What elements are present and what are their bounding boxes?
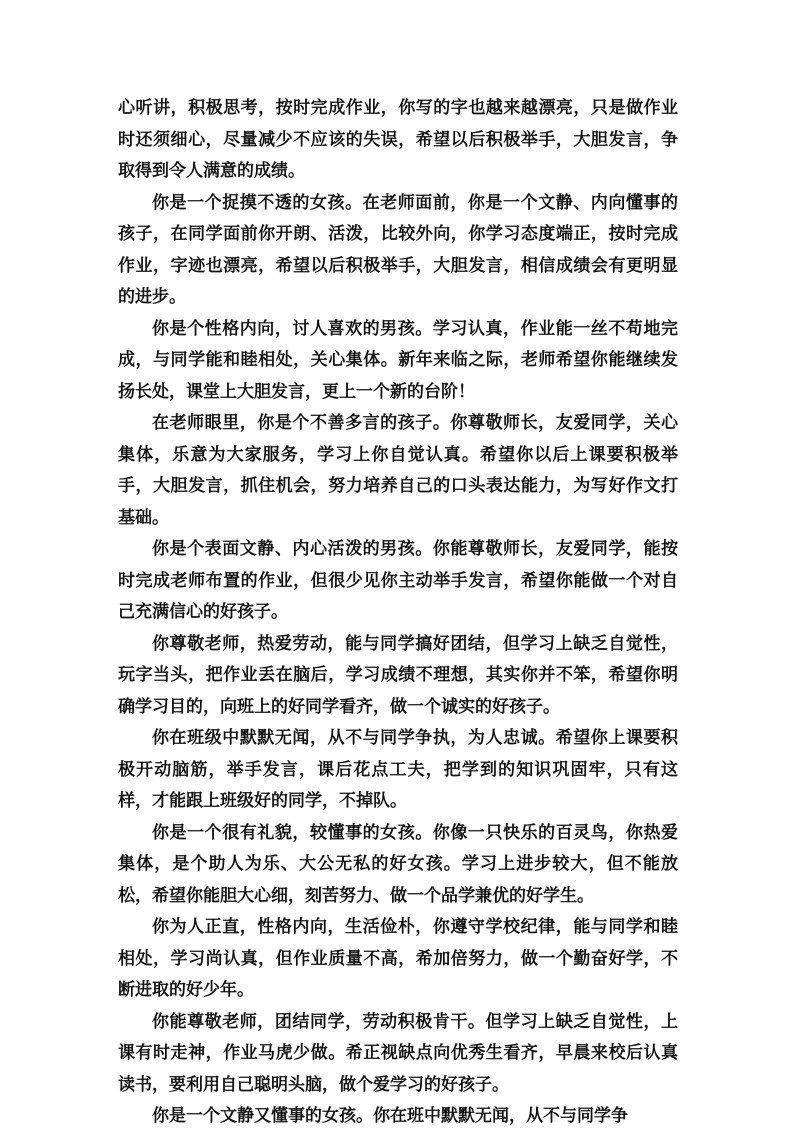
document-body	[118, 93, 678, 1133]
paragraph-comment-4: 你是个表面文静、内心活泼的男孩。你能尊敬师长，友爱同学，能按时完成老师布置的作业，但很少见你主动举手发言，希望你能做一个对自己充满信心的好孩子。	[118, 539, 678, 622]
paragraph-comment-5: 你尊敬老师，热爱劳动，能与同学搞好团结，但学习上缺乏自觉性，玩字当头，把作业丢在脑后，学习成绩不理想，其实你并不笨，希望你明确学习目的，向班上的好同学看齐，做一个诚实的好孩子。	[118, 633, 678, 717]
paragraph-comment-10: 你是一个文静又懂事的女孩。你在班中默默无闻，从不与同学争	[152, 1106, 628, 1126]
paragraph-continuation: 心听讲，积极思考，按时完成作业，你写的字也越来越漂亮，只是做作业时还须细心，尽量减少不应该的失误，希望以后积极举手，大胆发言，争取得到令人满意的成绩。	[118, 98, 678, 181]
paragraph-comment-7: 你是一个很有礼貌，较懂事的女孩。你像一只快乐的百灵鸟，你热爱集体，是个助人为乐、大公无私的好女孩。学习上进步较大，但不能放松，希望你能胆大心细，刻苦努力、做一个品学兼优的好学生。	[118, 822, 678, 906]
paragraph-comment-9: 你能尊敬老师，团结同学，劳动积极肯干。但学习上缺乏自觉性，上课有时走神，作业马虎少做。希正视缺点向优秀生看齐，早晨来校后认真读书，要利用自己聪明头脑，做个爱学习的好孩子。	[118, 1011, 678, 1095]
paragraph-comment-6: 你在班级中默默无闻，从不与同学争执，为人忠诚。希望你上课要积极开动脑筋，举手发言，课后花点工夫，把学到的知识巩固牢，只有这样，才能跟上班级好的同学，不掉队。	[118, 728, 678, 811]
paragraph-comment-8: 你为人正直，性格内向，生活俭朴，你遵守学校纪律，能与同学和睦相处，学习尚认真，但作业质量不高，希加倍努力，做一个勤奋好学，不断进取的好少年。	[118, 917, 678, 1000]
paragraph-comment-3: 在老师眼里，你是个不善多言的孩子。你尊敬师长，友爱同学，关心集体，乐意为大家服务，学习上你自觉认真。希望你以后上课要积极举手，大胆发言，抓住机会，努力培养自己的口头表达能力，为写好作文打基础。	[118, 413, 678, 528]
paragraph-comment-1: 你是一个捉摸不透的女孩。在老师面前，你是一个文静、内向懂事的孩子，在同学面前你开朗、活泼，比较外向，你学习态度端正，按时完成作业，字迹也漂亮，希望以后积极举手，大胆发言，相信成绩会有更明显的进步。	[118, 192, 678, 307]
paragraph-comment-2: 你是个性格内向，讨人喜欢的男孩。学习认真，作业能一丝不苟地完成，与同学能和睦相处，关心集体。新年来临之际，老师希望你能继续发扬长处，课堂上大胆发言，更上一个新的台阶！	[118, 318, 678, 402]
